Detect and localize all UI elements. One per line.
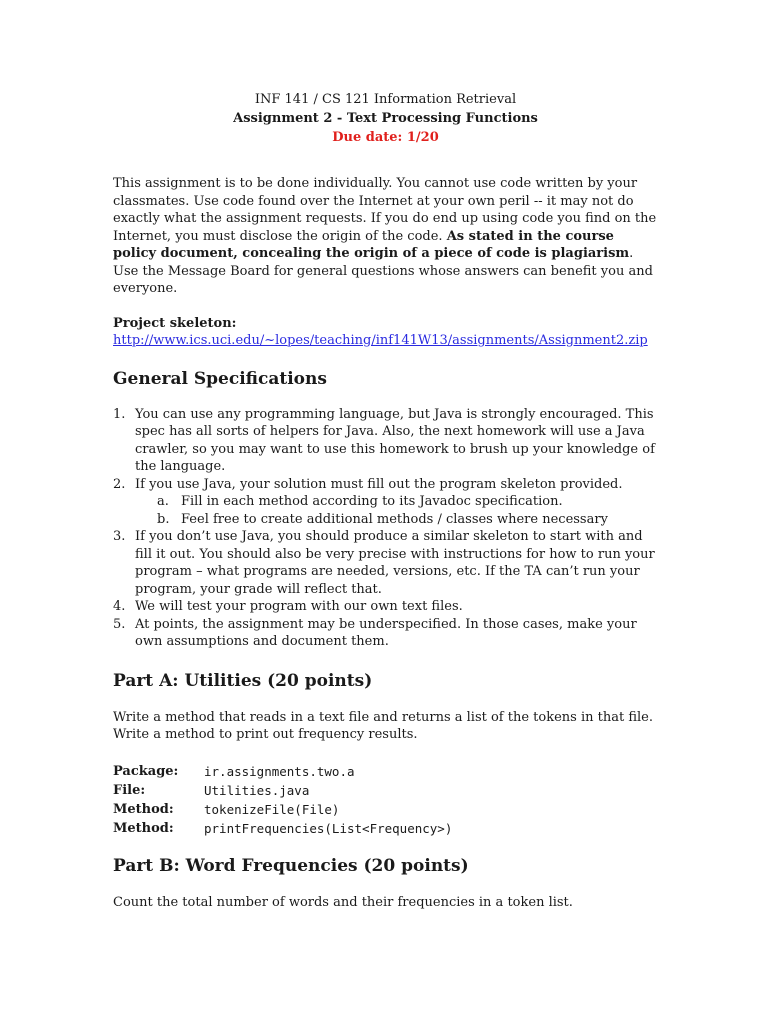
part-b-heading: Part B: Word Frequencies (20 points) <box>113 855 469 876</box>
skeleton-label: Project skeleton: <box>113 315 237 331</box>
document-page <box>113 90 658 911</box>
part-b-text: Count the total number of words and their frequencies in a token list. <box>113 894 573 910</box>
sub-list-item: a. Fill in each method according to its Javadoc specification. <box>157 494 563 509</box>
list-item: 3. If you don’t use Java, you should produce a similar skeleton to start with and fill it out. You should also be very precise with instructions for how to run your program – what programs are needed, versions, etc. If the TA can’t run your program, your grade will reflect that. <box>113 529 655 597</box>
document-header <box>113 90 658 147</box>
table-row: Method: printFrequencies(List<Frequency>) <box>113 820 453 836</box>
part-a-text: Write a method that reads in a text file and returns a list of the tokens in that file. Write a method to print out frequency results. <box>113 709 653 742</box>
course-title: INF 141 / CS 121 Information Retrieval <box>254 92 517 107</box>
project-skeleton <box>113 315 658 350</box>
intro-text-a: This assignment is to be done individually. You cannot use code written by your classmates. Use code found over the Internet at your own peril -- it may not do exactly what the assignment requests. If you do end up using code you find on the Internet, you must disclose the origin of the code. <box>113 176 657 244</box>
intro-bold-text: As stated in the course policy document, concealing the origin of a piece of code is plagiarism <box>113 228 630 261</box>
sub-list-item: b. Feel free to create additional methods / classes where necessary <box>157 511 608 527</box>
general-spec-list <box>113 406 658 651</box>
list-item: 4. We will test your program with our own text files. <box>113 599 463 614</box>
intro-text-b: . Use the Message Board for general questions whose answers can benefit you and everyone. <box>113 246 653 296</box>
table-row: File: Utilities.java <box>113 782 310 798</box>
table-row: Package: ir.assignments.two.a <box>113 763 355 779</box>
assignment-title: Assignment 2 - Text Processing Functions <box>233 111 538 126</box>
list-item: 1. You can use any programming language, but Java is strongly encouraged. This spec has all sorts of helpers for Java. Also, the next homework will use a Java crawler, so you may want to use this homework to brush up your knowledge of the language. <box>113 406 655 474</box>
list-item: 5. At points, the assignment may be underspecified. In those cases, make your own assumptions and document them. <box>113 616 637 649</box>
skeleton-link[interactable]: http://www.ics.uci.edu/~lopes/teaching/inf141W13/assignments/Assignment2.zip <box>113 333 648 348</box>
list-item: 2. If you use Java, your solution must fill out the program skeleton provided. a. Fill in each method according to its Javadoc specification. b. Feel free to create additional methods / classes where necessary <box>113 476 658 529</box>
due-date: Due date: 1/20 <box>332 130 439 145</box>
table-row: Method: tokenizeFile(File) <box>113 801 340 817</box>
sub-list <box>135 493 658 528</box>
intro-paragraph <box>113 175 658 298</box>
general-spec-heading: General Specifications <box>113 368 327 389</box>
part-a-api-table <box>113 762 452 838</box>
part-a-heading: Part A: Utilities (20 points) <box>113 670 373 691</box>
